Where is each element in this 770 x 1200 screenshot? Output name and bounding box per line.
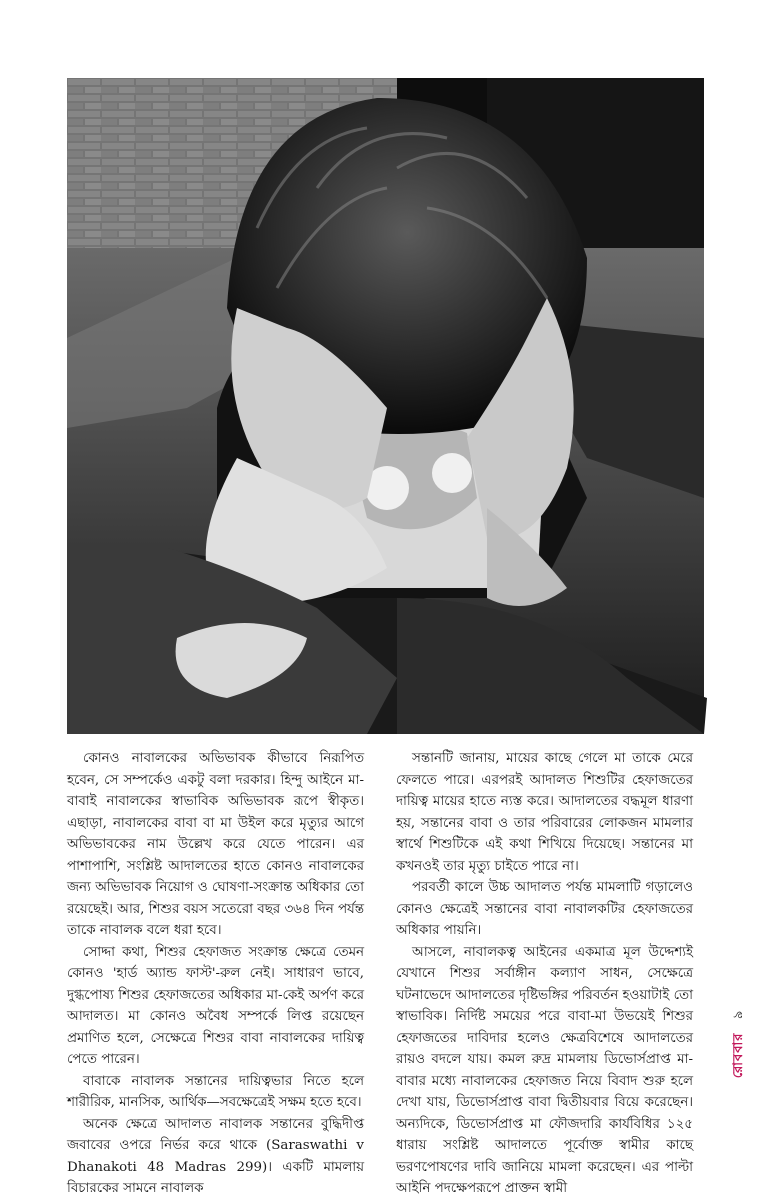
paragraph: কোনও নাবালকের অভিভাবক কীভাবে নিরূপিত হবেন, সে সম্পর্কেও একটু বলা দরকার। হিন্দু আইনে মা-বাবাই নাবালকের স্বাভাবিক অভিভাবক রূপে স্বীকৃত। এছাড়া, নাবালকের বাবা বা মা উইল করে মৃত্যুর আগে অভিভাবকের নাম উল্লেখ করে যেতে পারেন। এর পাশাপাশি, সংশ্লিষ্ট আদালতের হাতে কোনও নাবালকের জন্য অভিভাবক নিয়োগ ও ঘোষণা-সংক্রান্ত অধিকার তো রয়েছেই। আর, শিশুর বয়স সতেরো বছর ৩৬৪ দিন পর্যন্ত তাকে নাবালক বলে ধরা হবে। xyxy=(67,751,364,938)
running-head xyxy=(729,1010,750,1078)
article-photo xyxy=(67,78,704,734)
paragraph: আসলে, নাবালকত্ব আইনের একমাত্র মূল উদ্দেশ্যই যেখানে শিশুর সর্বাঙ্গীন কল্যাণ সাধন, সেক্ষেত্রে ঘটনাভেদে আদালতের দৃষ্টিভঙ্গির পরিবর্তন হওয়াটাই তো স্বাভাবিক। নির্দিষ্ট সময়ের পরে বাবা-মা উভয়েই শিশুর হেফাজতের দাবিদার হলেও ক্ষেত্রবিশেষে আদালতের রায়ও বদলে যায়। কমল রুদ্র মামলায় ডিভোর্সপ্রাপ্ত মা-বাবার মধ্যে নাবালকের হেফাজত নিয়ে বিবাদ শুরু হলে দেখা যায়, ডিভোর্সপ্রাপ্ত বাবা দ্বিতীয়বার বিয়ে করেছেন। অন্যদিকে, ডিভোর্সপ্রাপ্ত মা ফৌজদারি কার্যবিধির ১২৫ ধারায় সংশ্লিষ্ট আদালতে পূর্বোক্ত স্বামীর কাছে ভরণপোষণের দাবি জানিয়ে মামলা করেছেন। এর পাল্টা আইনি পদক্ষেপরূপে প্রাক্তন স্বামী xyxy=(396,944,693,1196)
paragraph: অনেক ক্ষেত্রে আদালত নাবালক সন্তানের বুদ্ধিদীপ্ত জবাবের ওপরে নির্ভর করে থাকে (Saraswathi v Dhanakoti 48 Madras 299)। একটি মামলায় বিচারকের সামনে নাবালক xyxy=(67,1116,364,1196)
page-number: ৯ xyxy=(731,1010,746,1020)
paragraph: পরবর্তী কালে উচ্চ আদালত পর্যন্ত মামলাটি গড়ালেও কোনও ক্ষেত্রেই সন্তানের বাবা নাবালকটির হেফাজতের অধিকার পায়নি। xyxy=(396,880,693,938)
photo-illustration xyxy=(67,78,704,734)
paragraph: সোদ্দা কথা, শিশুর হেফাজত সংক্রান্ত ক্ষেত্রে তেমন কোনও 'হার্ড অ্যান্ড ফাস্ট'-রুল নেই। সাধারণ ভাবে, দুগ্ধপোষ্য শিশুর হেফাজতের অধিকার মা-কেই অর্পণ করে আদালত। মা কোনও অবৈধ সম্পর্কে লিপ্ত রয়েছেন প্রমাণিত হলে, সেক্ষেত্রে শিশুর বাবা নাবালকের দায়িত্ব পেতে পারেন। xyxy=(67,944,364,1067)
paragraph: বাবাকে নাবালক সন্তানের দায়িত্বভার নিতে হলে শারীরিক, মানসিক, আর্থিক—সবক্ষেত্রেই সক্ষম হতে হবে। xyxy=(67,1073,364,1110)
paragraph: সন্তানটি জানায়, মায়ের কাছে গেলে মা তাকে মেরে ফেলতে পারে। এরপরই আদালত শিশুটির হেফাজতের দায়িত্ব মায়ের হাতে ন্যস্ত করে। আদালতের বদ্ধমূল ধারণা হয়, সন্তানের বাবা ও তার পরিবারের লোকজন মামলার স্বার্থে শিশুটিকে এই কথা শিখিয়ে দিয়েছে। সন্তানের মা কখনওই তার মৃত্যু চাইতে পারে না। xyxy=(396,751,693,874)
magazine-name: রোববার xyxy=(731,1032,746,1079)
text-column-left xyxy=(67,748,364,1196)
text-column-right xyxy=(396,748,693,1196)
